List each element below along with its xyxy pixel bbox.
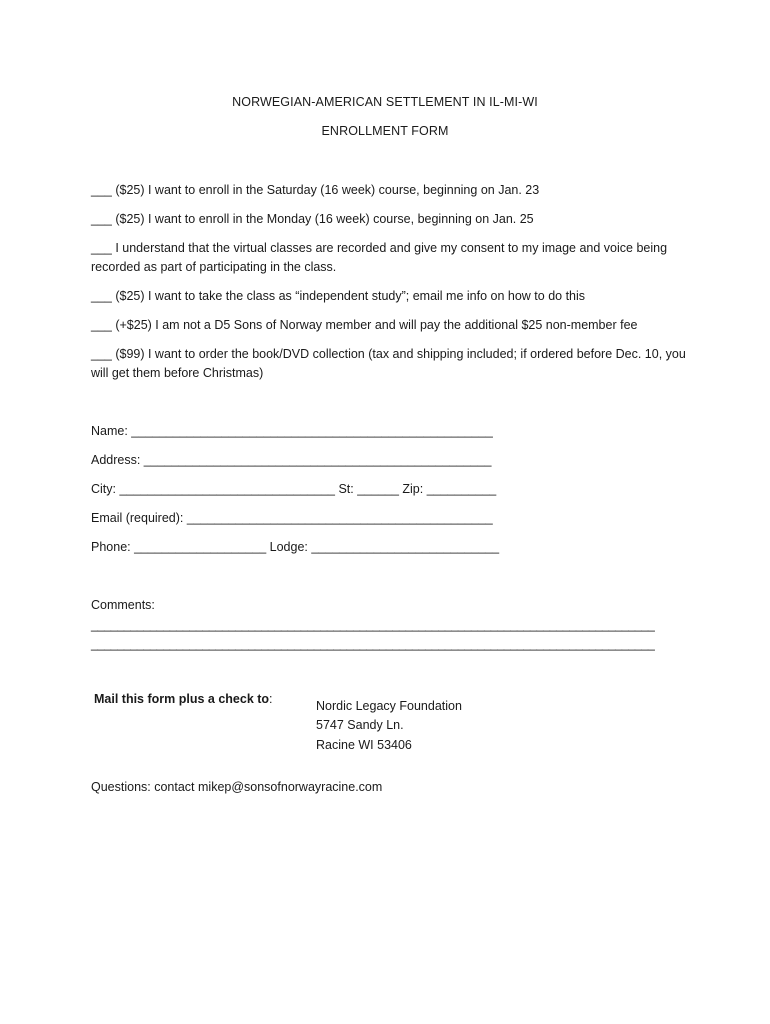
mail-address-line-2: 5747 Sandy Ln. bbox=[316, 718, 404, 732]
city-st-zip-field[interactable]: City: _______________________________ St: ______ Zip: __________ bbox=[91, 482, 497, 496]
name-field[interactable]: Name: ____________________________________________________ bbox=[91, 424, 493, 438]
mail-instruction-text: Mail this form plus a check to bbox=[94, 692, 270, 706]
comments-label: Comments: bbox=[91, 598, 155, 612]
email-field[interactable]: Email (required): ____________________________________________ bbox=[91, 511, 493, 525]
option-independent-study[interactable]: ___ ($25) I want to take the class as “independent study”; email me info on how to do this bbox=[91, 289, 586, 303]
option-monday-course[interactable]: ___ ($25) I want to enroll in the Monday (16 week) course, beginning on Jan. 25 bbox=[91, 212, 534, 226]
phone-lodge-field[interactable]: Phone: ___________________ Lodge: ___________________________ bbox=[91, 540, 500, 554]
comments-line-2[interactable]: ______________________________________________________________________________________ bbox=[91, 637, 655, 651]
mail-address-line-3: Racine WI 53406 bbox=[316, 738, 412, 752]
comments-line-1[interactable]: ______________________________________________________________________________________ bbox=[91, 618, 655, 632]
address-field[interactable]: Address: __________________________________________________ bbox=[91, 453, 492, 467]
mail-instruction bbox=[94, 692, 273, 706]
option-recording-consent[interactable]: ___ I understand that the virtual classes are recorded and give my consent to my image and voice being recorded as part of participating in the class. bbox=[91, 241, 671, 274]
mail-instruction-colon: : bbox=[269, 692, 273, 706]
form-subtitle: ENROLLMENT FORM bbox=[321, 124, 449, 138]
option-book-dvd[interactable]: ___ ($99) I want to order the book/DVD collection (tax and shipping included; if ordered before Dec. 10, you will get them before Christmas) bbox=[91, 347, 690, 380]
option-saturday-course[interactable]: ___ ($25) I want to enroll in the Saturday (16 week) course, beginning on Jan. 23 bbox=[91, 183, 540, 197]
form-title: NORWEGIAN-AMERICAN SETTLEMENT IN IL-MI-WI bbox=[232, 95, 538, 109]
mail-address-line-1: Nordic Legacy Foundation bbox=[316, 699, 462, 713]
option-non-member-fee[interactable]: ___ (+$25) I am not a D5 Sons of Norway member and will pay the additional $25 non-member fee bbox=[91, 318, 638, 332]
questions-contact: Questions: contact mikep@sonsofnorwayracine.com bbox=[91, 780, 383, 794]
